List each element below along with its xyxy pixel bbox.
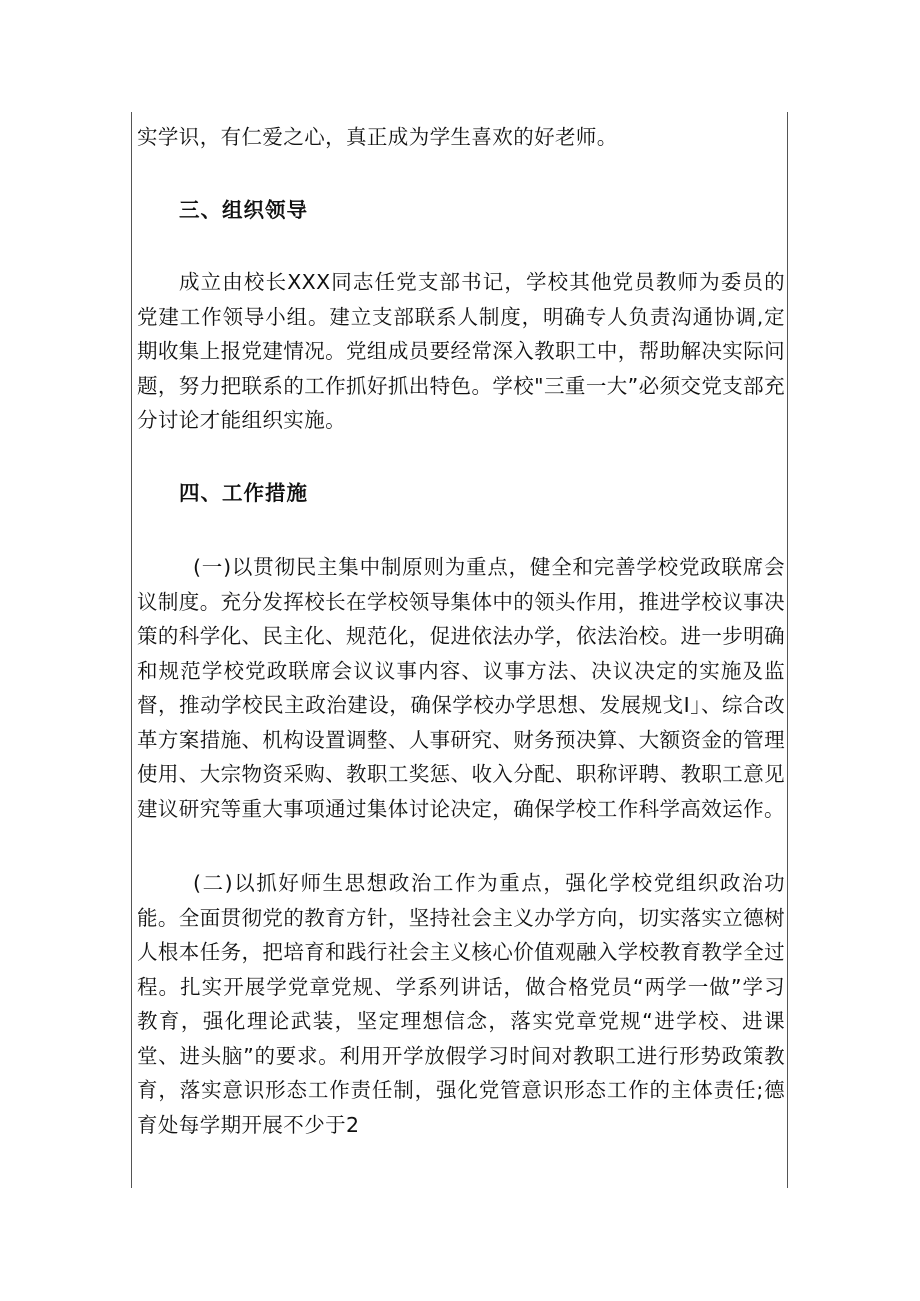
section-three-heading: 三、组织领导 — [179, 197, 308, 222]
right-margin-rule — [787, 112, 788, 1188]
spacer — [137, 227, 785, 265]
spacer — [137, 155, 785, 193]
intro-tail-paragraph: 实学识，有仁爱之心，真正成为学生喜欢的好老师。 — [137, 125, 618, 149]
section-four-heading: 四、工作措施 — [179, 480, 308, 505]
section-four-item-one: (一)以贯彻民主集中制原则为重点，健全和完善学校党政联席会议制度。充分发挥校长在学校领导集体中的领头作用，推进学校议事决策的科学化、民主化、规范化，促进依法办学，依法治校。进一步明确和规范学校党政联席会议议事内容、议事方法、决议决定的实施及监督，推动学校民主政治建设，确保学校办学思想、发展规戈I」、综合改革方案措施、机构设置调整、人事研究、财务预决算、大额资金的管理使用、大宗物资采购、教职工奖惩、收入分配、职称评聘、教职工意见建议研究等重大事项通过集体讨论决定，确保学校工作科学高效运作。 — [137, 555, 786, 821]
left-margin-rule — [131, 112, 132, 1188]
spacer — [137, 510, 785, 550]
section-three-paragraph: 成立由校长XXX同志任党支部书记，学校其他党员教师为委员的党建工作领导小组。建立支部联系人制度，明确专人负责沟通协调,定期收集上报党建情况。党组成员要经常深入教职工中，帮助解决实际问题，努力把联系的工作抓好抓出特色。学校"三重一大”必须交党支部充分讨论才能组织实施。 — [137, 270, 785, 432]
spacer — [137, 826, 785, 866]
document-body — [137, 120, 785, 1142]
section-four-item-two: (二)以抓好师生思想政治工作为重点，强化学校党组织政治功能。全面贯彻党的教育方针，坚持社会主义办学方向，切实落实立德树人根本任务，把培育和践行社会主义核心价值观融入学校教育教学全过程。扎实开展学党章党规、学系列讲话，做合格党员“两学一做”学习教育，强化理论武装，坚定理想信念，落实党章党规“进学校、进课堂、进头脑”的要求。利用开学放假学习时间对教职工进行形势政策教育，落实意识形态工作责任制，强化党管意识形态工作的主体责任;德育处每学期开展不少于2 — [137, 871, 785, 1137]
spacer — [137, 438, 785, 476]
